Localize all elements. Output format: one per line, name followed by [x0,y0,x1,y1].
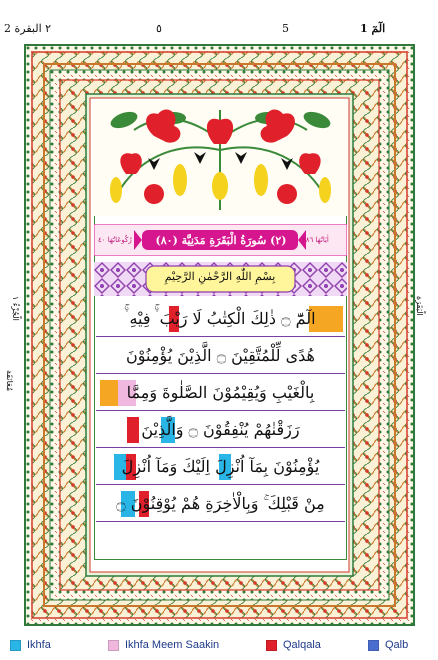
header-arabic-page-number: ٥ [156,22,162,35]
margin-juz-label: الْجُزْءُ ١ [11,296,20,321]
verse-line [96,300,345,337]
legend-swatch [368,640,379,651]
verse-line [96,411,345,448]
verse-text: الٓمّٓ ۝ ذٰلِكَ الْكِتٰبُ لَا رَيْبَ ۛۚ فِيْهِ ۛۚ [125,309,316,328]
verse-text: يُؤْمِنُوْنَ بِمَآ اُنْزِلَ اِلَيْكَ وَمَآ اُنْزِلَ [121,457,320,476]
legend-label: Ikhfa [27,639,51,651]
legend-item-ikhfa-meem-saakin [108,638,219,652]
header-surah-label: ٢ البقرة 2 [4,22,52,35]
legend-item-qalqala [266,638,321,652]
verse-lines [96,300,345,522]
header-page-number: 5 [282,22,289,35]
legend-label: Ikhfa Meem Saakin [125,639,220,651]
legend-item-ikhfa [10,638,51,652]
ayat-count-note: اٰيَاتُهَا ٢٨٦ [302,236,329,244]
ghunna-highlight [100,380,118,406]
verse-line [96,374,345,411]
legend-swatch [266,640,277,651]
floral-illumination [94,100,347,216]
legend-label: Qalqala [283,639,321,651]
tajweed-legend [0,628,438,660]
page-header [0,0,438,40]
margin-surah-name: الْبَقَرَة [415,296,424,316]
verse-line [96,337,345,374]
verse-text: رَزَقْنٰهُمْ يُنْفِقُوْنَ ۝ وَالَّذِيْنَ [141,420,300,439]
verse-text: مِنْ قَبْلِكَ ۚ وَبِالْاٰخِرَةِ هُمْ يُوْقِنُوْنَ ۝ [116,494,325,513]
header-juz-label: 1 الٓمٓ [360,22,386,35]
verse-text: هُدًى لِّلْمُتَّقِيْنَ ۝ الَّذِيْنَ يُؤْمِنُوْنَ [126,346,315,365]
ruku-count-note: رُكُوعَاتُهَا ٤٠ [98,236,132,244]
verse-text: بِالْغَيْبِ وَيُقِيْمُوْنَ الصَّلٰوةَ وَمِمَّا [126,383,315,402]
surah-title: (٢) سُورَةُ الْبَقَرَةِ مَدَنِيَّة (٨٠) [155,234,287,247]
legend-label: Qalb [385,639,409,651]
qalqala-highlight [127,417,139,443]
bismillah: بِسْمِ اللّٰهِ الرَّحْمٰنِ الرَّحِيْمِ [164,270,276,283]
legend-swatch [10,640,21,651]
verse-line [96,485,345,522]
margin-muanaqa-label: مُعَانَقَة [5,370,14,392]
legend-item-qalb [368,638,408,652]
legend-swatch [108,640,119,651]
verse-line [96,448,345,485]
